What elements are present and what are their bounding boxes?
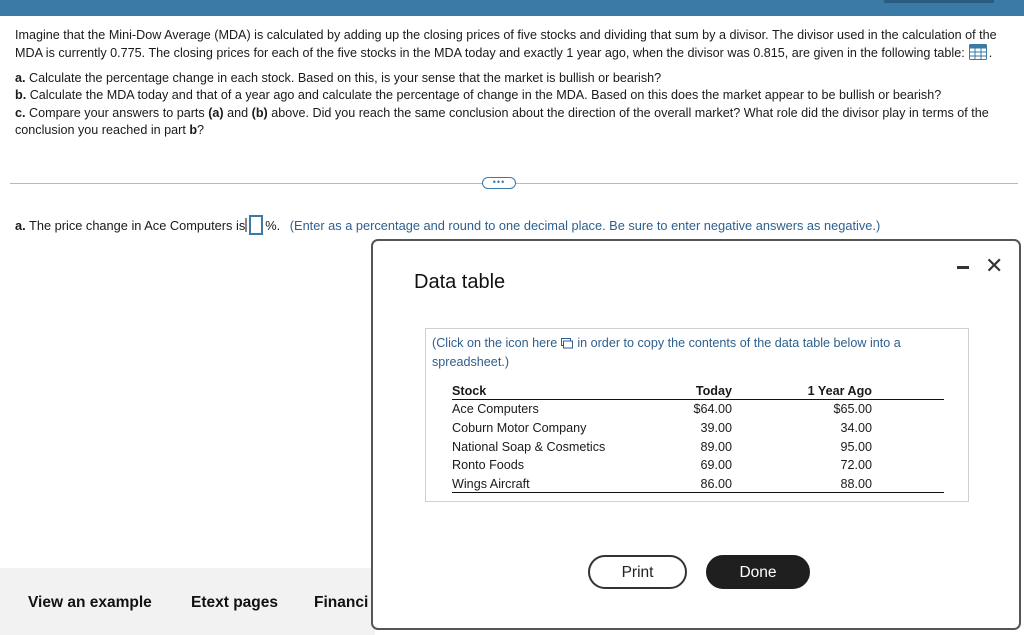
table-row: [452, 437, 944, 456]
part-c-label: c.: [15, 105, 26, 120]
part-a-text: Calculate the percentage change in each stock. Based on this, is your sense that the market is bullish or bearish?: [29, 70, 662, 85]
answer-part-label: a.: [15, 218, 26, 233]
cell-today: 89.00: [700, 439, 732, 454]
copy-note-text-2: in order to copy the contents of the data table below into a spreadsheet.): [432, 336, 901, 369]
question-intro: [15, 27, 1015, 66]
part-c-text-2: above. Did you reach the same conclusion about the direction of the overall market? What role did the divisor play in terms of the conclusion you reached in part: [15, 105, 989, 138]
answer-prompt: The price change in Ace Computers is: [29, 218, 246, 233]
part-c-ref-a: (a): [208, 105, 224, 120]
question-intro-end: .: [988, 46, 993, 61]
cell-year-ago: 88.00: [840, 476, 872, 491]
question-part-b: [15, 87, 1015, 104]
cell-today: 86.00: [700, 476, 732, 491]
part-a-label: a.: [15, 70, 26, 85]
cell-stock: Ronto Foods: [452, 458, 525, 473]
print-button[interactable]: Print: [588, 555, 687, 589]
copy-note-text-1: (Click on the icon here: [432, 336, 558, 350]
question-part-c: [15, 105, 1015, 140]
question-part-a: [15, 70, 1015, 87]
data-panel: [425, 328, 969, 502]
question-text: [15, 27, 1015, 139]
header-year-ago: 1 Year Ago: [807, 384, 872, 398]
header-tab-strip: [884, 0, 994, 3]
answer-unit: %.: [265, 218, 281, 233]
cell-stock: Coburn Motor Company: [452, 421, 587, 436]
answer-instruction: (Enter as a percentage and round to one decimal place. Be sure to enter negative answers as negative.): [289, 218, 881, 233]
part-c-and: and: [227, 105, 249, 120]
etext-pages-link[interactable]: Etext pages: [191, 594, 279, 611]
cell-stock: Wings Aircraft: [452, 476, 530, 491]
part-b-label: b.: [15, 88, 27, 103]
part-b-text: Calculate the MDA today and that of a year ago and calculate the percentage of change in the MDA. Based on this does the market appear to be bullish or bearish?: [29, 88, 942, 103]
financial-link[interactable]: Financi: [314, 594, 369, 611]
minimize-icon[interactable]: [957, 266, 969, 269]
cell-stock: Ace Computers: [452, 402, 539, 417]
stock-price-table: [452, 382, 944, 493]
cell-year-ago: 34.00: [840, 421, 872, 436]
table-row: [452, 419, 944, 438]
cell-year-ago: 72.00: [840, 458, 872, 473]
cell-today: 39.00: [700, 421, 732, 436]
header-today: Today: [695, 384, 732, 398]
table-row: [452, 456, 944, 475]
cell-stock: National Soap & Cosmetics: [452, 439, 606, 454]
done-button[interactable]: Done: [706, 555, 810, 589]
copy-to-spreadsheet-icon[interactable]: [561, 337, 573, 354]
part-c-ref-b: (b): [251, 105, 268, 120]
header-stock: Stock: [452, 384, 487, 398]
cell-year-ago: 95.00: [840, 439, 872, 454]
answer-line: [15, 215, 880, 235]
table-row: [452, 475, 944, 494]
copy-instructions: [432, 335, 952, 370]
part-c-end: ?: [197, 123, 205, 138]
dialog-title: Data table: [414, 271, 506, 293]
price-change-input[interactable]: [249, 215, 263, 235]
table-grid-icon[interactable]: [969, 44, 987, 65]
cell-today: 69.00: [700, 458, 732, 473]
part-c-ref-b2: b: [189, 123, 198, 138]
top-header-bar: [0, 0, 1024, 16]
view-example-link[interactable]: View an example: [28, 594, 152, 611]
question-intro-text: Imagine that the Mini-Dow Average (MDA) is calculated by adding up the closing prices of five stocks and dividing that sum by a divisor. The divisor used in the calculation of the MDA is currently 0.775. The closing prices for each of the five stocks in the MDA today and exactly 1 year ago, when the divisor was 0.815, are given in the following table:: [15, 28, 997, 61]
close-icon[interactable]: ✕: [985, 253, 1004, 278]
part-c-text-1: Compare your answers to parts: [29, 105, 205, 120]
table-header-row: [452, 382, 944, 400]
cell-today: $64.00: [693, 402, 732, 417]
expand-ellipsis-button[interactable]: •••: [482, 177, 516, 189]
cell-year-ago: $65.00: [833, 402, 872, 417]
data-table-dialog: [371, 239, 1021, 630]
table-row: [452, 400, 944, 419]
